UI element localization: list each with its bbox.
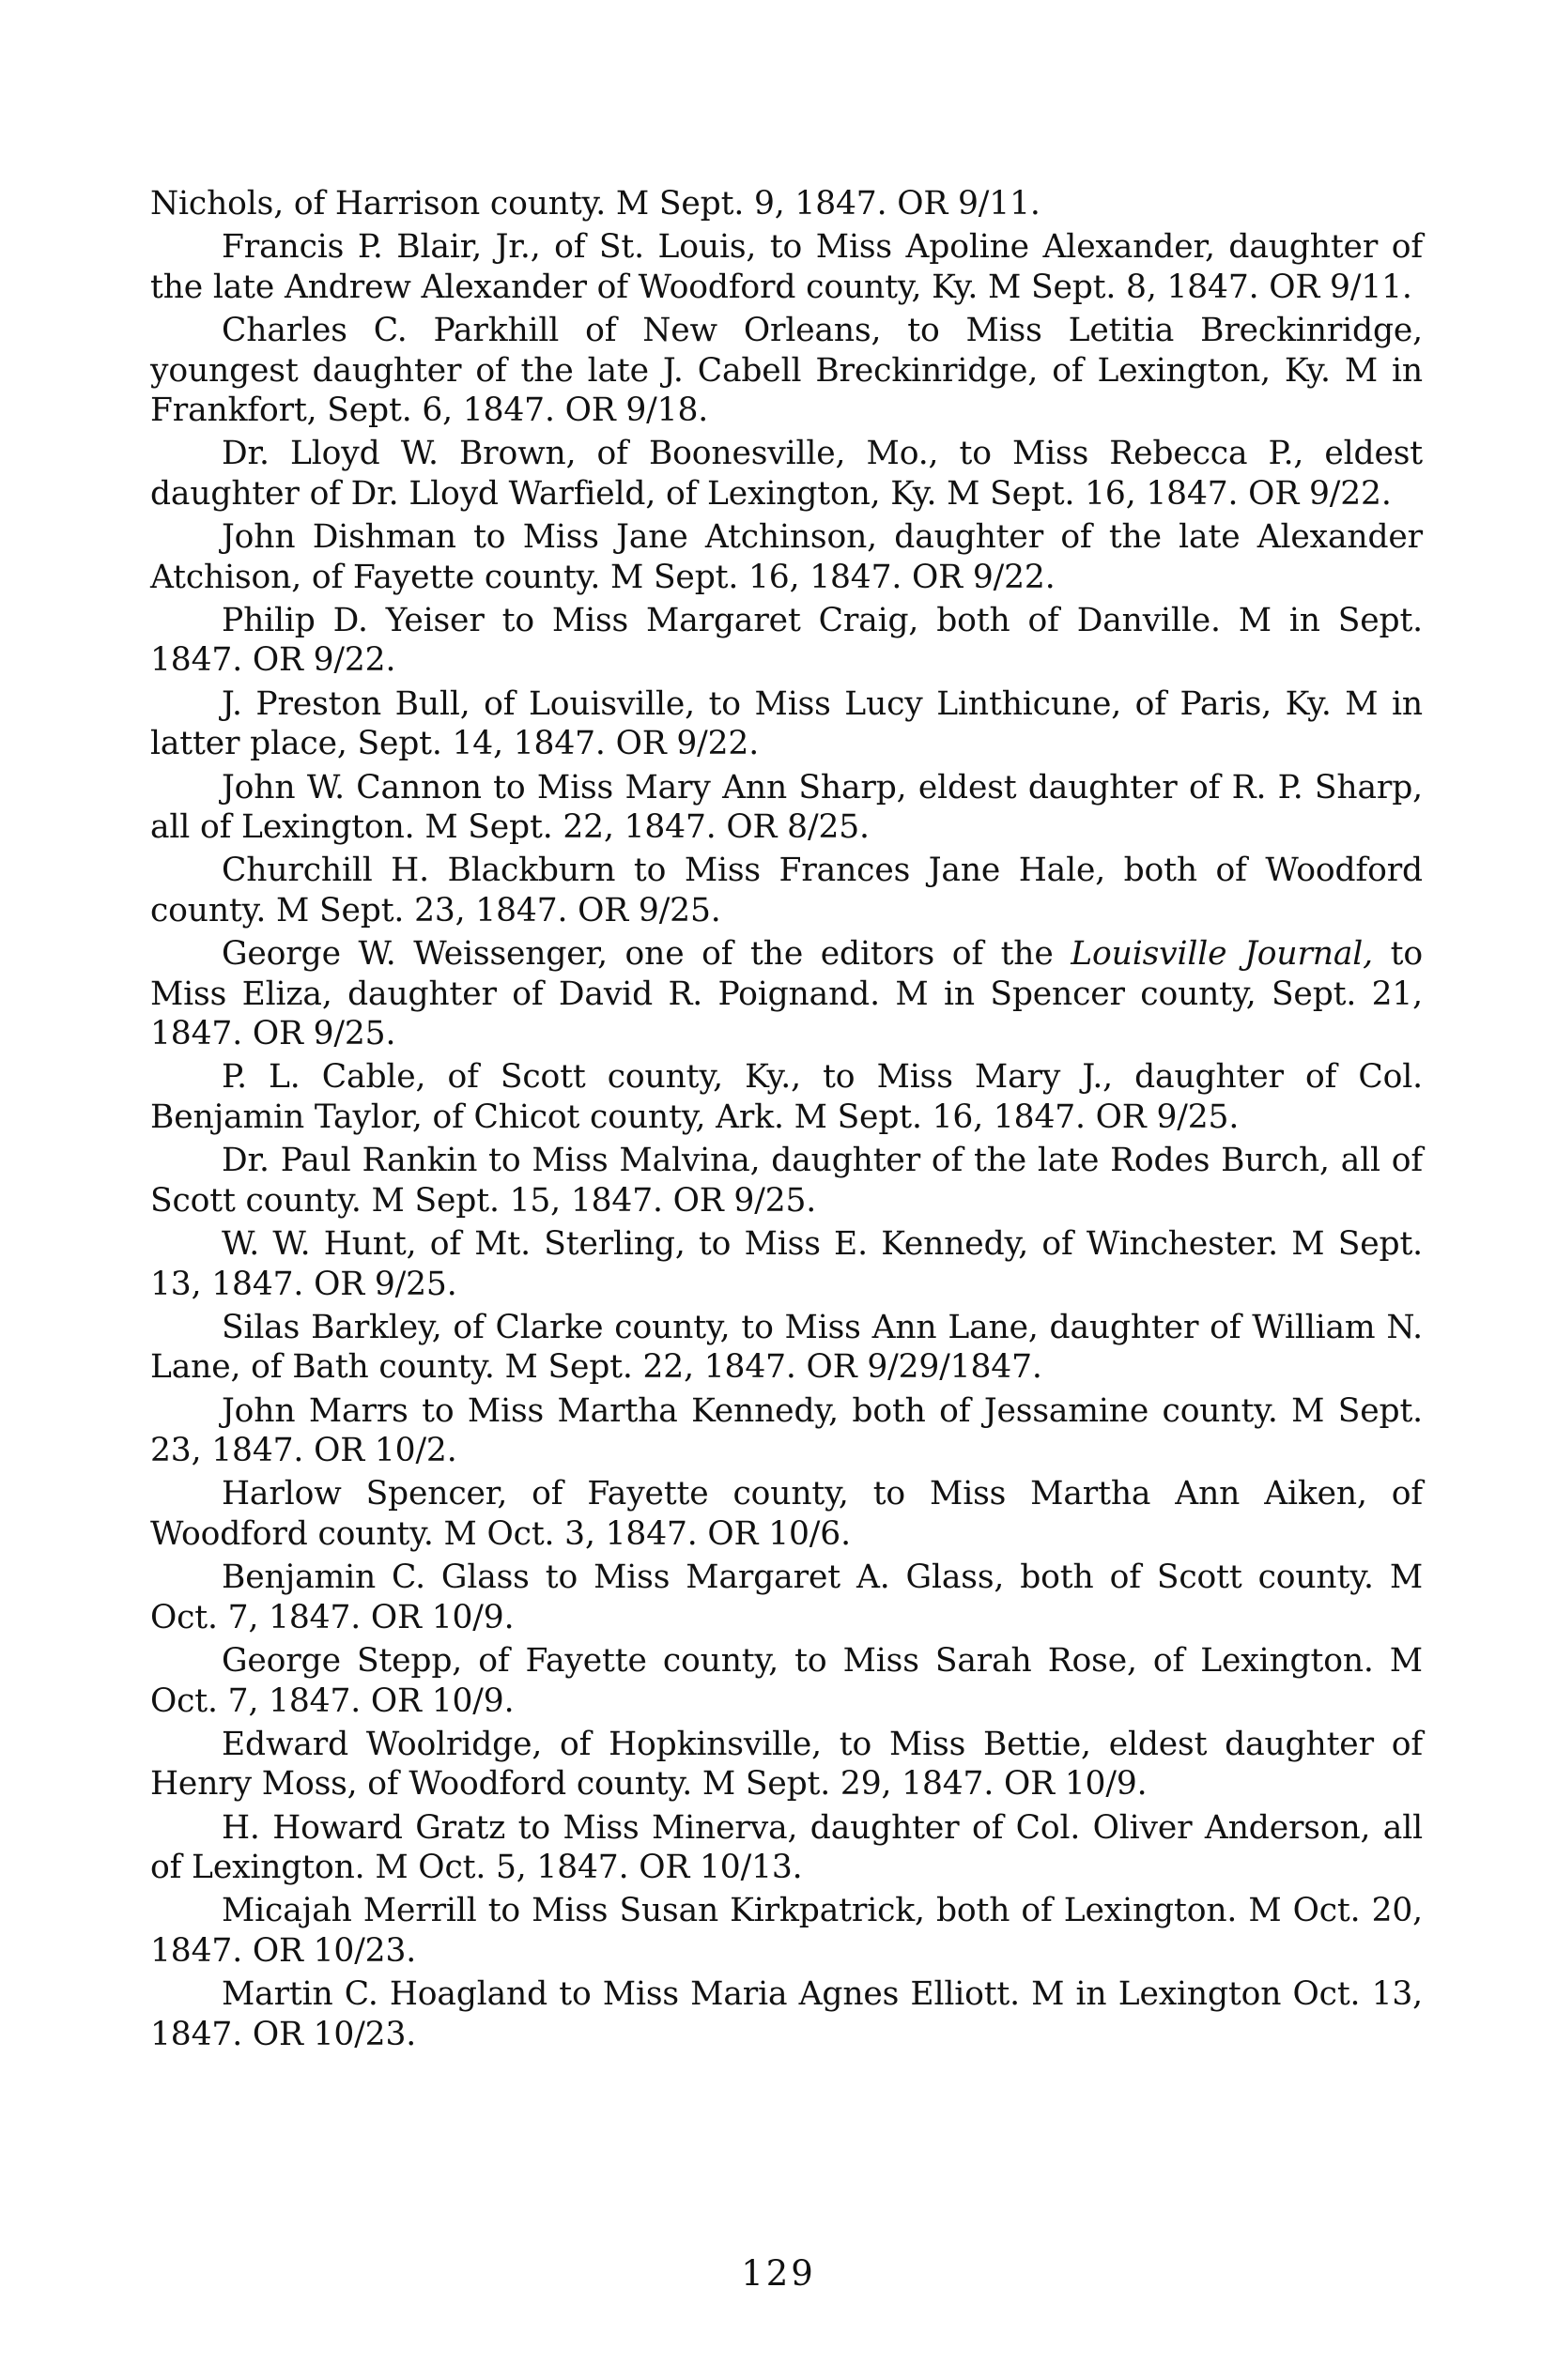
- marriage-entry: Francis P. Blair, Jr., of St. Louis, to Miss Apoline Alexander, daughter of the late Andrew Alexander of Woodford county, Ky. M Sept. 8, 1847. OR 9/11.: [150, 228, 1423, 306]
- marriage-entry: John Marrs to Miss Martha Kennedy, both of Jessamine county. M Sept. 23, 1847. OR 10/2.: [150, 1391, 1423, 1470]
- marriage-entry: Dr. Paul Rankin to Miss Malvina, daughter of the late Rodes Burch, all of Scott county. M Sept. 15, 1847. OR 9/25.: [150, 1142, 1423, 1220]
- marriage-entry: J. Preston Bull, of Louisville, to Miss Lucy Linthicune, of Paris, Ky. M in latter place, Sept. 14, 1847. OR 9/22.: [150, 684, 1423, 763]
- marriage-entry: H. Howard Gratz to Miss Minerva, daughter of Col. Oliver Anderson, all of Lexington. M Oct. 5, 1847. OR 10/13.: [150, 1808, 1423, 1887]
- marriage-entry: Philip D. Yeiser to Miss Margaret Craig, both of Danville. M in Sept. 1847. OR 9/22.: [150, 601, 1423, 680]
- entry-text-after: to Miss Eliza, daughter of David R. Poignand. M in Spencer county, Sept. 21, 1847. OR 9/25.: [150, 935, 1423, 1053]
- marriage-entry: Benjamin C. Glass to Miss Margaret A. Glass, both of Scott county. M Oct. 7, 1847. OR 10/9.: [150, 1559, 1423, 1636]
- entry-text-before: George W. Weissenger, one of the editors of the: [222, 935, 1071, 974]
- marriage-entry: Harlow Spencer, of Fayette county, to Miss Martha Ann Aiken, of Woodford county. M Oct. 3, 1847. OR 10/6.: [150, 1475, 1423, 1553]
- marriage-entry: John Dishman to Miss Jane Atchinson, daughter of the late Alexander Atchison, of Fayette county. M Sept. 16, 1847. OR 9/22.: [150, 518, 1423, 596]
- marriage-entry: Churchill H. Blackburn to Miss Frances Jane Hale, both of Woodford county. M Sept. 23, 1847. OR 9/25.: [150, 852, 1423, 929]
- marriage-entry: P. L. Cable, of Scott county, Ky., to Miss Mary J., daughter of Col. Benjamin Taylor, of Chicot county, Ark. M Sept. 16, 1847. OR 9/25.: [150, 1058, 1423, 1136]
- page-number: 129: [741, 2253, 816, 2294]
- marriage-entry: Silas Barkley, of Clarke county, to Miss Ann Lane, daughter of William N. Lane, of Bath county. M Sept. 22, 1847. OR 9/29/1847.: [150, 1308, 1423, 1387]
- newspaper-title: Louisville Journal,: [1071, 935, 1373, 974]
- marriage-entry: Micajah Merrill to Miss Susan Kirkpatrick, both of Lexington. M Oct. 20, 1847. OR 10/23.: [150, 1892, 1423, 1970]
- marriage-entry: Edward Woolridge, of Hopkinsville, to Miss Bettie, eldest daughter of Henry Moss, of Woodford county. M Sept. 29, 1847. OR 10/9.: [150, 1725, 1423, 1804]
- marriage-entry: John W. Cannon to Miss Mary Ann Sharp, eldest daughter of R. P. Sharp, all of Lexington. M Sept. 22, 1847. OR 8/25.: [150, 768, 1423, 847]
- marriage-entries: [150, 184, 1423, 2058]
- marriage-entry: W. W. Hunt, of Mt. Sterling, to Miss E. Kennedy, of Winchester. M Sept. 13, 1847. OR 9/25.: [150, 1225, 1423, 1303]
- marriage-entry: Dr. Lloyd W. Brown, of Boonesville, Mo., to Miss Rebecca P., eldest daughter of Dr. Lloyd Warfield, of Lexington, Ky. M Sept. 16, 1847. OR 9/22.: [150, 435, 1423, 513]
- marriage-entry: Martin C. Hoagland to Miss Maria Agnes Elliott. M in Lexington Oct. 13, 1847. OR 10/23.: [150, 1975, 1423, 2053]
- marriage-entry: Nichols, of Harrison county. M Sept. 9, 1847. OR 9/11.: [150, 185, 1041, 223]
- marriage-entry: Charles C. Parkhill of New Orleans, to Miss Letitia Breckinridge, youngest daughter of the late J. Cabell Breckinridge, of Lexington, Ky. M in Frankfort, Sept. 6, 1847. OR 9/18.: [150, 312, 1423, 430]
- marriage-entry: [150, 934, 1423, 1054]
- marriage-entry: George Stepp, of Fayette county, to Miss Sarah Rose, of Lexington. M Oct. 7, 1847. OR 10/9.: [150, 1642, 1423, 1720]
